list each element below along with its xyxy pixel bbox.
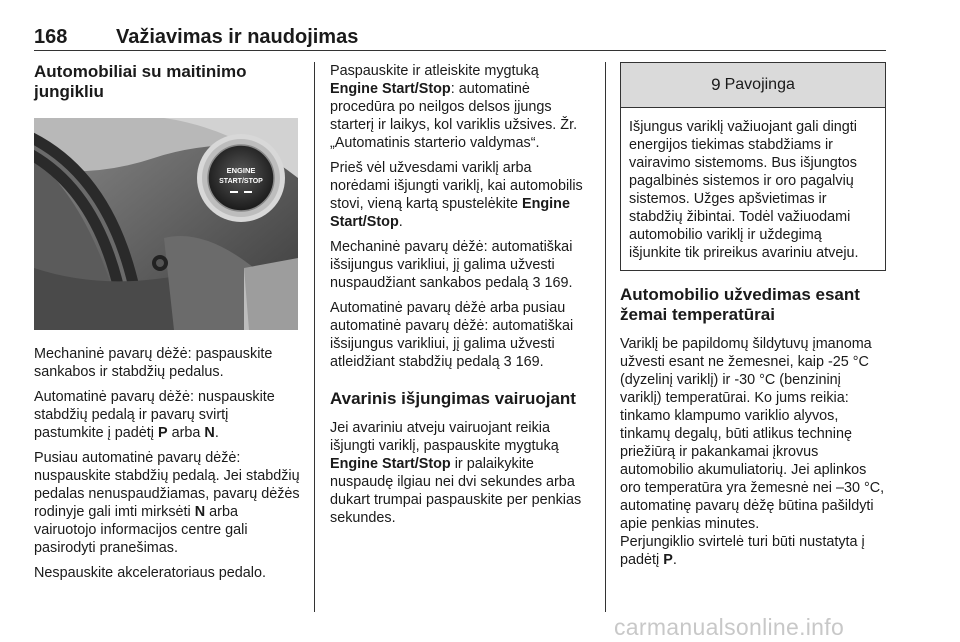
warning-box [620, 62, 886, 271]
warning-body [621, 108, 885, 270]
column-left [34, 62, 300, 589]
start-stop-button-figure [34, 118, 298, 330]
button-label-line2: START/STOP [219, 178, 263, 185]
column-divider [605, 62, 606, 612]
warning-triangle-icon: 9 [711, 75, 721, 94]
section-heading: Automobilio užvedimas esant žemai temperatūrai [620, 285, 860, 324]
chapter-title: Važiavimas ir naudojimas [116, 26, 359, 48]
paragraph: Paspauskite ir atleiskite mygtuką Engine Start/Stop: automatinė procedūra po neilgos delsos įjungs starterį ir laikys, kol variklis užsives. Žr. „Automatinis starterio valdymas“. [330, 63, 578, 151]
page-reference: 3 169. [503, 354, 544, 370]
paragraph: Mechaninė pavarų dėžė: automatiškai išsijungus varikliui, jį galima užvesti nuspaudžiant sankabos pedalą 3 169. [330, 239, 573, 291]
button-label-line1: ENGINE [226, 166, 256, 175]
column-right [620, 62, 886, 576]
section-heading: Automobiliai su maitinimo jungikliu [34, 62, 247, 101]
watermark: carmanualsonline.info [614, 614, 845, 640]
page-reference: 3 169. [532, 275, 573, 291]
paragraph: Variklį be papildomų šildytuvų įmanoma užvesti esant ne žemesnei, kaip -25 °C (dyzelinį variklį) ir -30 °C (benzininį variklį) temperatūrai. Ko jums reikia: tinkamo klampumo variklio alyvos, tinkamų degalų, būti atlikus techninę priežiūrą ir pakankamai įkrovus automobilio akumuliatorių. Jei aplinkos oro temperatūra yra žemesnė nei –30 °C, automatinę pavarų dėžę būtina pašildyti apie penkias minutes. [620, 336, 885, 532]
column-divider [314, 62, 315, 612]
section-heading: Avarinis išjungimas vairuojant [330, 389, 576, 408]
dashboard-illustration [34, 118, 298, 330]
paragraph: Automatinė pavarų dėžė arba pusiau automatinė pavarų dėžė: automatiškai išsijungus varikliui, jį galima užvesti atleidžiant stabdžių pedalą 3 169. [330, 300, 574, 370]
paragraph: Jei avariniu atveju vairuojant reikia išjungti variklį, paspauskite mygtuką Engine Start/Stop ir palaikykite nuspaudę ilgiau nei dvi sekundes arba dukart trumpai paspauskite per penkias sekundes. [330, 420, 582, 526]
warning-header [621, 63, 885, 108]
page-header [34, 24, 886, 51]
page-number: 168 [34, 26, 68, 48]
warning-text: Išjungus variklį važiuojant gali dingti energijos tiekimas stabdžiams ir vairavimo sistemoms. Bus išjungtos pagalbinės sistemos ir oro pagalvių sistemos. Užges apšvietimas ir stabdžių žibintai. Todėl važiuodami automobilio variklį ir uždegimą išjunkite tik prireikus avariniu atveju. [629, 119, 859, 261]
warning-title: Pavojinga [724, 76, 795, 93]
paragraph: Pusiau automatinė pavarų dėžė: nuspauskite stabdžių pedalą. Jei stabdžių pedalas nenuspaudžiamas, pavarų dėžės rodinyje gali imti mirksėti N arba vairuotojo informacijos centre gali pasirodyti pranešimas. [34, 450, 300, 556]
paragraph: Nespauskite akceleratoriaus pedalo. [34, 565, 266, 581]
paragraph: Perjungiklio svirtelė turi būti nustatyta į padėtį P. [620, 534, 865, 568]
paragraph: Mechaninė pavarų dėžė: paspauskite sankabos ir stabdžių pedalus. [34, 346, 273, 380]
paragraph: Automatinė pavarų dėžė: nuspauskite stabdžių pedalą ir pavarų svirtį pastumkite į padėtį P arba N. [34, 389, 275, 441]
paragraph: Prieš vėl užvesdami variklį arba norėdami išjungti variklį, kai automobilis stovi, vieną kartą spustelėkite Engine Start/Stop. [330, 160, 583, 230]
column-middle [330, 62, 590, 534]
